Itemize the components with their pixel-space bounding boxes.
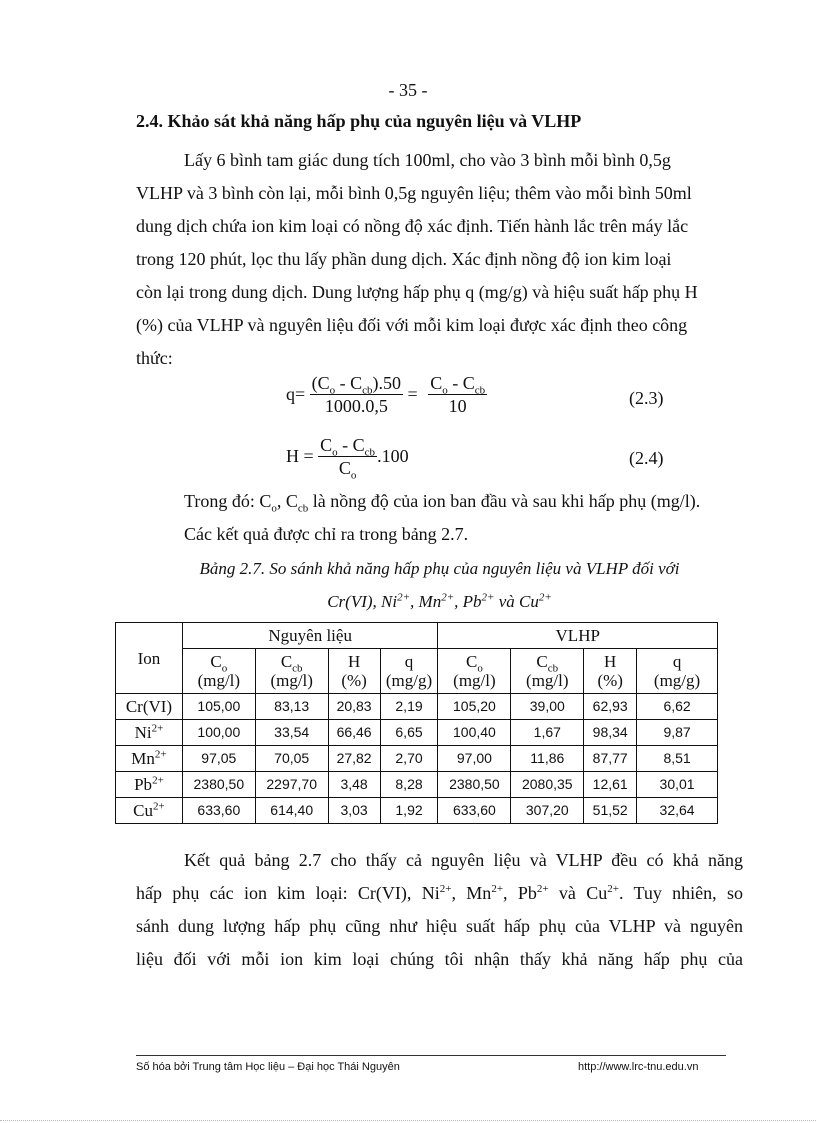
formula-q-denominator-2: 10 [448, 396, 467, 416]
equation-number-2-3: (2.3) [629, 388, 664, 408]
ion-cell: $Pb^{2+}$ [116, 772, 183, 798]
group-header-vlhp: VLHP [438, 623, 718, 649]
table-header-row-1 [116, 623, 718, 649]
table-caption-line-1: Bảng 2.7. So sánh khả năng hấp phụ của nguyên liệu và VLHP đối với [199, 559, 680, 578]
formula-q-numerator-2: $C_o - C_{cb}$ [430, 373, 486, 397]
ion-header: Ion [116, 623, 183, 694]
value-cell: 105,20 [438, 694, 511, 720]
value-cell: 3,03 [328, 798, 380, 824]
column-header [328, 649, 380, 694]
value-cell: 97,05 [182, 746, 255, 772]
value-cell: 9,87 [637, 720, 718, 746]
value-cell: 2297,70 [255, 772, 328, 798]
value-cell: 6,65 [380, 720, 438, 746]
column-symbol: $C_o$ [466, 652, 483, 675]
conclusion-line: Kết quả bảng 2.7 cho thấy cả nguyên liệu và VLHP đều có khả năng [184, 850, 743, 870]
value-cell: 105,00 [182, 694, 255, 720]
intro-line: Lấy 6 bình tam giác dung tích 100ml, cho vào 3 bình mỗi bình 0,5g [184, 150, 671, 170]
value-cell: 2380,50 [182, 772, 255, 798]
ion-cell: $Ni^{2+}$ [116, 720, 183, 746]
column-unit: (mg/l) [453, 671, 496, 690]
formula-h-numerator: $C_o - C_{cb}$ [320, 435, 376, 459]
intro-line: thức: [136, 348, 173, 368]
ion-cell: $Mn^{2+}$ [116, 746, 183, 772]
table-row [116, 798, 718, 824]
value-cell: 8,28 [380, 772, 438, 798]
column-header [255, 649, 328, 694]
column-symbol: H [347, 652, 361, 671]
formula-q-lhs: q= [286, 384, 306, 404]
value-cell: 100,00 [182, 720, 255, 746]
value-cell: 614,40 [255, 798, 328, 824]
formula-q-numerator-1: $(C_o - C_{cb}).50$ [311, 373, 402, 397]
formula-q-denominator-1: 1000.0,5 [324, 396, 388, 416]
intro-line: dung dịch chứa ion kim loại có nồng độ xác định. Tiến hành lắc trên máy lắc [136, 216, 689, 236]
value-cell: 66,46 [328, 720, 380, 746]
formula-q-fraction-1 [310, 372, 403, 417]
conclusion-line: liệu đối với mỗi ion kim loại chúng tôi nhận thấy khả năng hấp phụ của [136, 949, 743, 969]
conclusion-line: sánh dung lượng hấp phụ cũng như hiệu suất hấp phụ của VLHP và nguyên [136, 916, 743, 936]
formula-q-equals: = [407, 384, 418, 404]
equation-number-2-4: (2.4) [629, 448, 664, 468]
column-header [380, 649, 438, 694]
value-cell: 30,01 [637, 772, 718, 798]
intro-line: VLHP và 3 bình còn lại, mỗi bình 0,5g nguyên liệu; thêm vào mỗi bình 50ml [136, 183, 692, 203]
formula-h-tail: .100 [377, 446, 409, 466]
column-unit: (mg/g) [653, 671, 701, 690]
column-header [511, 649, 584, 694]
value-cell: 27,82 [328, 746, 380, 772]
column-unit: (mg/l) [197, 671, 241, 690]
value-cell: 307,20 [511, 798, 584, 824]
value-cell: 87,77 [584, 746, 637, 772]
group-header-raw-material: Nguyên liệu [182, 623, 438, 649]
value-cell: 1,67 [511, 720, 584, 746]
value-cell: 8,51 [637, 746, 718, 772]
formula-h-lhs: H = [286, 446, 314, 466]
value-cell: 70,05 [255, 746, 328, 772]
intro-line: còn lại trong dung dịch. Dung lượng hấp phụ q (mg/g) và hiệu suất hấp phụ H [136, 282, 698, 302]
section-heading: 2.4. Khảo sát khả năng hấp phụ của nguyên liệu và VLHP [136, 111, 582, 131]
column-symbol: q [404, 652, 414, 671]
value-cell: 3,48 [328, 772, 380, 798]
column-header [182, 649, 255, 694]
value-cell: 6,62 [637, 694, 718, 720]
value-cell: 2380,50 [438, 772, 511, 798]
column-unit: (mg/l) [526, 671, 569, 690]
where-text: Trong đó: $C_o$, $C_{cb}$ là nồng độ của ion ban đầu và sau khi hấp phụ (mg/l). [184, 491, 701, 515]
value-cell: 12,61 [584, 772, 637, 798]
value-cell: 62,93 [584, 694, 637, 720]
conclusion-line: hấp phụ các ion kim loại: Cr(VI), $Ni^{2+}$, $Mn^{2+}$, $Pb^{2+}$ và $Cu^{2+}$. Tuy nhiên, so [136, 883, 743, 903]
column-unit: (mg/l) [270, 671, 313, 690]
page-number: - 35 - [388, 80, 428, 100]
formula-h [286, 434, 409, 482]
data-table [115, 622, 718, 824]
value-cell: 633,60 [182, 798, 255, 824]
column-header [584, 649, 637, 694]
formula-h-denominator: $C_o$ [338, 458, 357, 482]
table-row [116, 694, 718, 720]
value-cell: 1,92 [380, 798, 438, 824]
table-caption-line-2: Cr(VI), $Ni^{2+}$, $Mn^{2+}$, $Pb^{2+}$ và $Cu^{2+}$ [327, 591, 552, 611]
intro-line: trong 120 phút, lọc thu lấy phần dung dịch. Xác định nồng độ ion kim loại [136, 249, 672, 269]
table-body [116, 694, 718, 824]
value-cell: 51,52 [584, 798, 637, 824]
column-symbol: q [672, 652, 682, 671]
column-symbol: $C_{cb}$ [536, 652, 559, 675]
page-edge-dotted [0, 1120, 816, 1121]
value-cell: 39,00 [511, 694, 584, 720]
value-cell: 100,40 [438, 720, 511, 746]
value-cell: 83,13 [255, 694, 328, 720]
column-header [637, 649, 718, 694]
column-header [438, 649, 511, 694]
value-cell: 20,83 [328, 694, 380, 720]
formula-q-fraction-2 [428, 372, 487, 417]
intro-line: (%) của VLHP và nguyên liệu đối với mỗi kim loại được xác định theo công [136, 315, 688, 335]
value-cell: 2080,35 [511, 772, 584, 798]
footer-url[interactable]: http://www.lrc-tnu.edu.vn [578, 1061, 699, 1073]
value-cell: 2,19 [380, 694, 438, 720]
formula-h-fraction [318, 434, 377, 482]
formula-q [286, 372, 487, 417]
column-unit: (%) [341, 671, 367, 690]
value-cell: 33,54 [255, 720, 328, 746]
ion-cell: $Cu^{2+}$ [116, 798, 183, 824]
value-cell: 32,64 [637, 798, 718, 824]
column-symbol: $C_{cb}$ [280, 652, 303, 675]
column-unit: (mg/g) [385, 671, 433, 690]
ion-cell: Cr(VI) [116, 694, 183, 720]
value-cell: 633,60 [438, 798, 511, 824]
table-row [116, 720, 718, 746]
table-row [116, 746, 718, 772]
intro-paragraph [136, 144, 743, 375]
value-cell: 2,70 [380, 746, 438, 772]
value-cell: 97,00 [438, 746, 511, 772]
results-text: Các kết quả được chỉ ra trong bảng 2.7. [184, 524, 469, 544]
value-cell: 98,34 [584, 720, 637, 746]
column-symbol: $C_o$ [210, 652, 228, 675]
column-unit: (%) [597, 671, 623, 690]
footer-divider [136, 1055, 726, 1056]
conclusion-paragraph [136, 844, 743, 976]
footer-left: Số hóa bởi Trung tâm Học liệu – Đại học Thái Nguyên [136, 1061, 400, 1073]
table-row [116, 772, 718, 798]
table-header-row-2 [116, 649, 718, 694]
value-cell: 11,86 [511, 746, 584, 772]
column-symbol: H [604, 652, 617, 671]
